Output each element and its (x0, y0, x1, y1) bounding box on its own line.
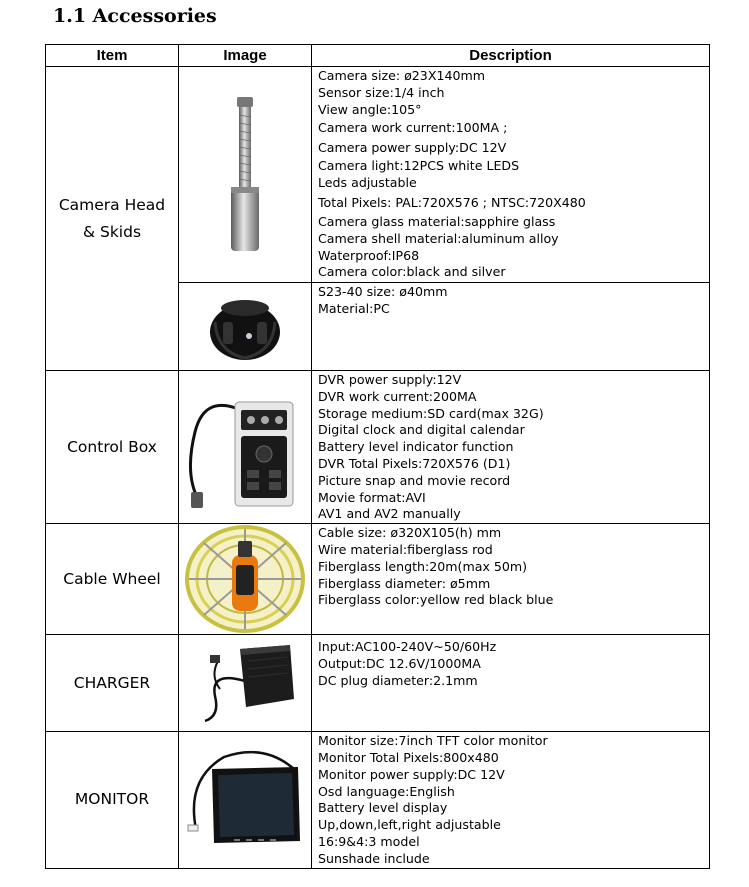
item-cell (46, 635, 179, 732)
spec-line: DVR power supply:12V (318, 372, 462, 387)
spec-line: Up,down,left,right adjustable (318, 817, 501, 833)
item-label: Control Box (67, 437, 157, 456)
spec-line: Monitor power supply:DC 12V (318, 766, 505, 782)
spec-line: Monitor size:7inch TFT color monitor (318, 733, 548, 749)
header-row (46, 45, 710, 67)
accessories-table (45, 44, 710, 869)
spec-line: Total Pixels: PAL:720X576 ; NTSC:720X480 (318, 194, 586, 210)
section-title: 1.1 Accessories (53, 5, 217, 27)
camera-head-image (215, 95, 275, 255)
spec-line: Battery level indicator function (318, 439, 514, 455)
header-description: Description (312, 45, 710, 67)
spec-line: AV1 and AV2 manually (318, 506, 461, 522)
image-cell (179, 524, 312, 635)
spec-line: Fiberglass color:yellow red black blue (318, 592, 554, 608)
spec-line: Storage medium:SD card(max 32G) (318, 405, 544, 421)
spec-line: DVR work current:200MA (318, 388, 477, 404)
description-cell (312, 635, 710, 732)
table-row (46, 524, 710, 635)
item-cell (46, 371, 179, 524)
control-box-image (185, 382, 305, 512)
spec-line: Sunshade include (318, 850, 430, 866)
spec-line: Input:AC100-240V~50/60Hz (318, 639, 497, 655)
header-image: Image (179, 45, 312, 67)
skid-image (205, 292, 285, 362)
monitor-image (184, 739, 306, 861)
header-item: Item (46, 45, 179, 67)
charger-image (190, 641, 300, 725)
spec-line: Camera light:12PCS white LEDS (318, 158, 520, 174)
item-label: Cable Wheel (63, 569, 161, 588)
image-cell (179, 371, 312, 524)
spec-line: S23-40 size: ø40mm (318, 284, 448, 299)
item-label: MONITOR (74, 790, 150, 809)
description-cell (312, 67, 710, 283)
item-cell (46, 732, 179, 868)
spec-line: View angle:105° (318, 101, 422, 117)
spec-line: Cable size: ø320X105(h) mm (318, 525, 502, 541)
table-row (46, 67, 710, 283)
image-cell (179, 283, 312, 371)
item-cell (46, 67, 179, 371)
spec-line: Material:PC (318, 300, 390, 316)
spec-line: Wire material:fiberglass rod (318, 541, 493, 557)
spec-line: Camera work current:100MA ; (318, 120, 508, 136)
spec-line: Osd language:English (318, 783, 455, 799)
spec-line: Digital clock and digital calendar (318, 422, 525, 438)
spec-line: Camera size: ø23X140mm (318, 68, 486, 83)
spec-line: Battery level display (318, 800, 448, 816)
table-row (46, 635, 710, 732)
spec-line: Leds adjustable (318, 175, 417, 191)
spec-line: Waterproof:IP68 (318, 247, 420, 263)
spec-line: Monitor Total Pixels:800x480 (318, 749, 499, 765)
spec-line: Movie format:AVI (318, 489, 426, 505)
table-row (46, 371, 710, 524)
image-cell (179, 635, 312, 732)
spec-line: Picture snap and movie record (318, 472, 511, 488)
spec-line: Camera shell material:aluminum alloy (318, 230, 559, 246)
image-cell (179, 732, 312, 868)
spec-line: Camera power supply:DC 12V (318, 140, 507, 156)
item-label: & Skids (82, 222, 142, 241)
spec-line: 16:9&4:3 model (318, 833, 420, 849)
spec-line: Camera color:black and silver (318, 264, 506, 280)
spec-line: Fiberglass diameter: ø5mm (318, 575, 491, 591)
spec-line: DVR Total Pixels:720X576 (D1) (318, 455, 511, 471)
description-cell (312, 732, 710, 868)
description-cell (312, 524, 710, 635)
spec-line: Camera glass material:sapphire glass (318, 213, 556, 229)
table-row (46, 732, 710, 868)
spec-line: Fiberglass length:20m(max 50m) (318, 558, 528, 574)
item-label: Camera Head (58, 195, 166, 214)
description-cell (312, 371, 710, 524)
item-label: CHARGER (73, 673, 151, 692)
item-cell (46, 524, 179, 635)
image-cell (179, 67, 312, 283)
spec-line: Sensor size:1/4 inch (318, 84, 445, 100)
spec-line: Output:DC 12.6V/1000MA (318, 655, 481, 671)
description-cell (312, 283, 710, 371)
spec-line: DC plug diameter:2.1mm (318, 672, 478, 688)
cable-wheel-image (184, 525, 306, 633)
